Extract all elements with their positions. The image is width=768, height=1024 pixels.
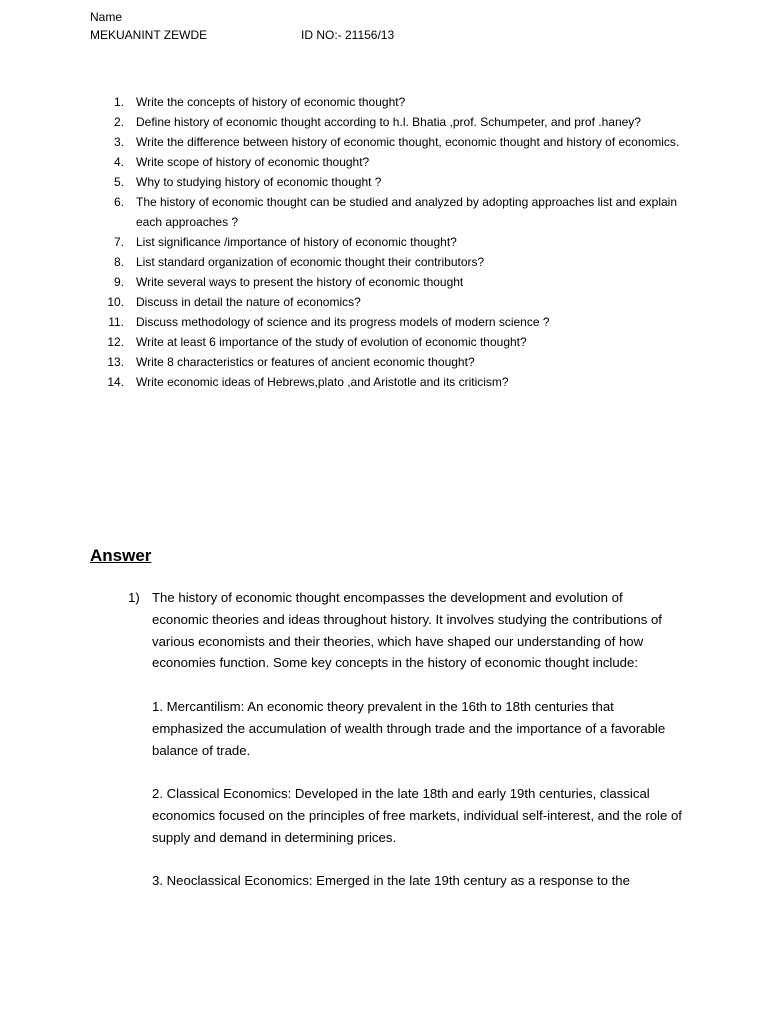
student-id: ID NO:- 21156/13 <box>301 28 395 42</box>
question-item <box>0 152 696 172</box>
question-item <box>0 372 696 392</box>
answer-paragraph: 2. Classical Economics: Developed in the late 18th and early 19th centuries, classical economics focused on the principles of free markets, individual self-interest, and the role of supply and demand in determining prices. <box>152 786 682 845</box>
question-text: List standard organization of economic thought their contributors? <box>136 255 485 269</box>
answer-body <box>152 587 682 892</box>
question-item <box>0 332 696 352</box>
question-number: 10. <box>107 295 124 309</box>
question-list <box>0 92 768 392</box>
student-name: MEKUANINT ZEWDE <box>90 28 208 42</box>
question-text: Define history of economic thought according to h.l. Bhatia ,prof. Schumpeter, and prof .haney? <box>136 115 641 129</box>
answer-heading: Answer <box>90 546 152 565</box>
question-number: 9. <box>113 275 124 289</box>
question-text: Discuss in detail the nature of economics? <box>136 295 361 309</box>
question-number: 3. <box>113 135 124 149</box>
question-number: 5. <box>113 175 124 189</box>
question-number: 11. <box>108 315 124 329</box>
question-text: Write economic ideas of Hebrews,plato ,and Aristotle and its criticism? <box>136 375 509 389</box>
question-text: Write scope of history of economic thought? <box>136 155 370 169</box>
question-item <box>0 172 696 192</box>
question-number: 7. <box>113 235 124 249</box>
question-number: 1. <box>113 95 124 109</box>
question-text: List significance /importance of history of economic thought? <box>136 235 457 249</box>
answer-paragraph: 3. Neoclassical Economics: Emerged in the late 19th century as a response to the <box>152 873 630 889</box>
question-number: 12. <box>107 335 124 349</box>
question-number: 13. <box>107 355 124 369</box>
question-text: Discuss methodology of science and its progress models of modern science ? <box>136 315 550 329</box>
answer-paragraph: 1. Mercantilism: An economic theory prevalent in the 16th to 18th centuries that emphasized the accumulation of wealth through trade and the importance of a favorable balance of trade. <box>152 698 666 758</box>
question-item <box>0 272 696 292</box>
question-item <box>0 232 696 252</box>
answer-paragraph: The history of economic thought encompasses the development and evolution of economic theories and ideas throughout history. It involves studying the contributions of various economists and their theories, which have shaped our understanding of how economies function. Some key concepts in the history of economic thought include: <box>152 590 662 671</box>
name-label: Name <box>90 10 123 24</box>
question-number: 4. <box>113 155 124 169</box>
question-item <box>0 92 696 112</box>
question-number: 14. <box>107 375 124 389</box>
question-text: Write the concepts of history of economic thought? <box>136 95 406 109</box>
question-text: Write the difference between history of economic thought, economic thought and history of economics. <box>136 135 680 149</box>
answer-number: 1) <box>128 590 140 605</box>
question-number: 6. <box>113 195 124 209</box>
question-item <box>0 252 696 272</box>
question-text: Write several ways to present the history of economic thought <box>136 275 464 289</box>
question-item <box>0 112 696 132</box>
question-text: Why to studying history of economic thought ? <box>136 175 382 189</box>
question-item <box>0 312 696 332</box>
question-item <box>0 192 696 232</box>
question-item <box>0 292 696 312</box>
question-text: Write at least 6 importance of the study of evolution of economic thought? <box>136 335 527 349</box>
question-number: 8. <box>113 255 124 269</box>
question-item <box>0 352 696 372</box>
answer-1 <box>0 587 768 914</box>
question-number: 2. <box>113 115 124 129</box>
question-item <box>0 132 696 152</box>
question-text: Write 8 characteristics or features of ancient economic thought? <box>136 355 475 369</box>
question-text: The history of economic thought can be studied and analyzed by adopting approaches list and explain each approaches ? <box>136 195 678 229</box>
